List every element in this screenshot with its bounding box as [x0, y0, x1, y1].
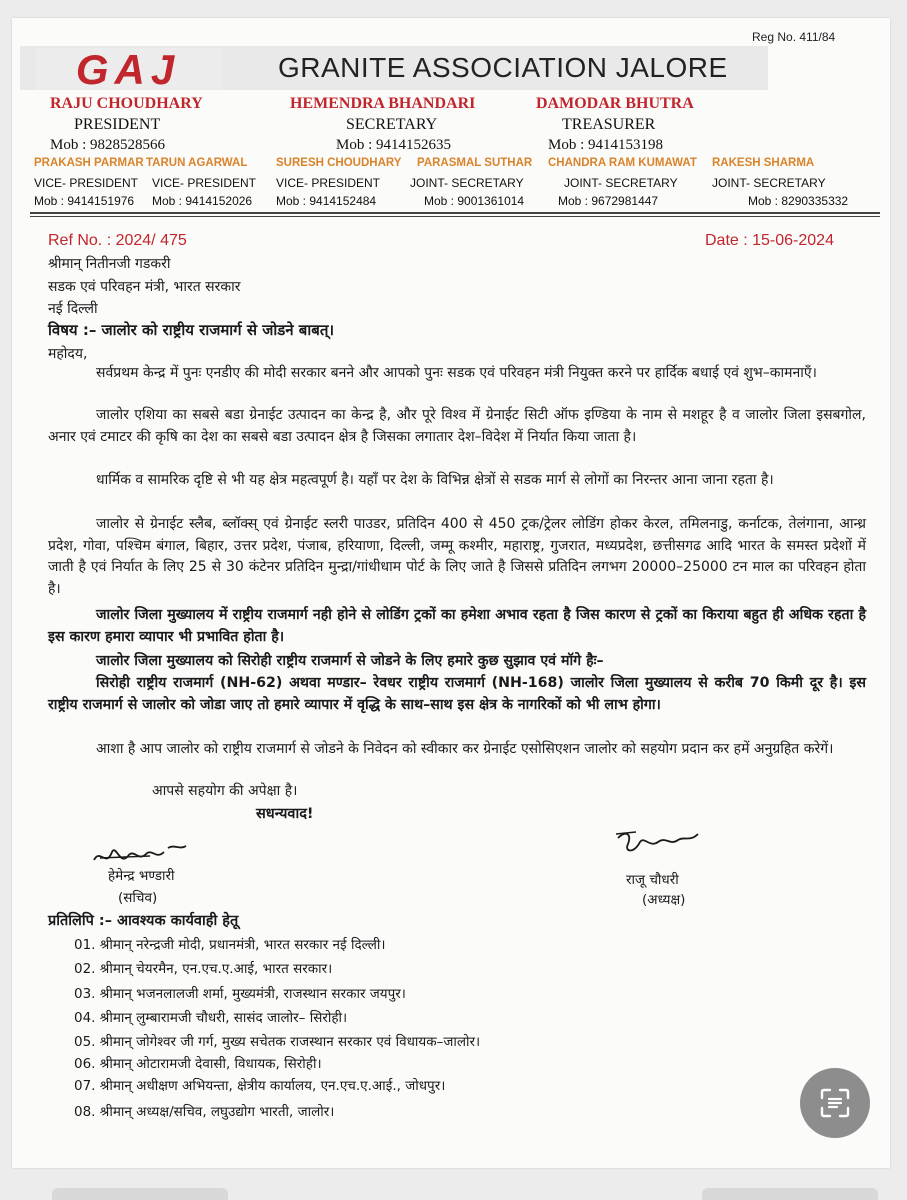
treasurer-name: DAMODAR BHUTRA: [536, 95, 694, 112]
letter-date: Date : 15-06-2024: [705, 232, 834, 249]
body-paragraph: जालोर एशिया का सबसे बडा ग्रेनाईट उत्पादन का केन्द्र है, और पूरे विश्व में ग्रेनाईट सिटी ऑफ इण्डिया के नाम से मशहूर है व जालोर जिला इसबगोल, अनार एवं टमाटर की कृषि का देश का सबसे बडा उत्पादन क्षेत्र है जिसका लगातार देश–विदेश में निर्यात किया जाता है।: [48, 407, 866, 445]
letterhead-divider: [30, 212, 880, 214]
member-role: VICE- PRESIDENT: [152, 176, 257, 190]
body-paragraph: आशा है आप जालोर को राष्ट्रीय राजमार्ग से जोडने के निवेदन को स्वीकार कर ग्रेनाईट एसोसिएशन जालोर को सहयोग प्रदान कर हमें अनुग्रहित करेगें।: [96, 741, 834, 757]
cc-item: 03. श्रीमान् भजनलालजी शर्मा, मुख्यमंत्री, राजस्थान सरकार जयपुर।: [74, 986, 406, 1002]
svg-text:GAJ: GAJ: [75, 48, 181, 90]
bottom-tab-hint: [702, 1188, 878, 1200]
scan-text-icon: [800, 1068, 870, 1138]
member-name: SURESH CHOUDHARY: [276, 157, 402, 169]
member-name: CHANDRA RAM KUMAWAT: [548, 157, 697, 169]
president-mobile: Mob : 9828528566: [50, 137, 166, 153]
cc-item: 01. श्रीमान् नरेन्द्रजी मोदी, प्रधानमंत्री, भारत सरकार नई दिल्ली।: [74, 937, 386, 953]
president-sign-title: (अध्यक्ष): [642, 892, 686, 908]
member-name: TARUN AGARWAL: [146, 157, 248, 169]
secretary-name: HEMENDRA BHANDARI: [290, 95, 476, 112]
body-paragraph: जालोर से ग्रेनाईट स्लैब, ब्लॉक्स् एवं ग्रेनाईट स्लरी पाउडर, प्रतिदिन 400 से 450 ट्रक/ट्रेलर लोडिंग होकर केरल, तमिलनाडु, कर्नाटक, तेलंगाना, आन्ध्र प्रदेश, गोवा, पश्चिम बंगाल, बिहार, उत्तर प्रदेश, पंजाब, हरियाणा, दिल्ली, जम्मू कश्मीर, महाराष्ट्र, गुजरात, मध्यप्रदेश, छत्तीसगढ आदि भारत के समस्त प्रदेशों में जाती है एवं निर्यात के लिए 25 से 30 कंटेनर प्रतिदिन मुन्द्रा/गांधीधाम पोर्ट के लिए जाते है जिससे प्रतिदिन लगभग 20000–25000 टन माल का परिवहन होता है।: [48, 516, 866, 597]
member-role: JOINT- SECRETARY: [410, 176, 524, 190]
secretary-sign-name: हेमेन्द्र भण्डारी: [108, 868, 175, 884]
member-mobile: Mob : 9414151976: [34, 194, 135, 208]
organization-name: GRANITE ASSOCIATION JALORE: [278, 52, 728, 83]
member-name: RAKESH SHARMA: [712, 157, 815, 169]
registration-number: Reg No. 411/84: [752, 30, 836, 44]
secretary-title: SECRETARY: [346, 116, 438, 133]
treasurer-title: TREASURER: [562, 116, 656, 133]
gaj-logo: [36, 48, 221, 90]
subject-line: विषय :– जालोर को राष्ट्रीय राजमार्ग से जोडने बाबत्।: [48, 321, 335, 339]
member-role: VICE- PRESIDENT: [34, 176, 139, 190]
scan-text-button[interactable]: [800, 1068, 870, 1138]
bottom-tab-hint: [52, 1188, 228, 1200]
closing: सधन्यवाद!: [256, 806, 314, 822]
body-paragraph: धार्मिक व सामरिक दृष्टि से भी यह क्षेत्र महत्वपूर्ण है। यहाँ पर देश के विभिन्न क्षेत्रों से सडक मार्ग से लोगों का निरन्तर आना जाना रहता है।: [96, 472, 774, 488]
secretary-mobile: Mob : 9414152635: [336, 137, 452, 153]
body-paragraph: सर्वप्रथम केन्द्र में पुनः एनडीए की मोदी सरकार बनने और आपको पुनः सडक एवं परिवहन मंत्री नियुक्त करने पर हार्दिक बधाई एवं शुभ–कामनाएँ।: [96, 365, 817, 381]
cc-item: 02. श्रीमान् चेयरमैन, एन.एच.ए.आई, भारत सरकार।: [74, 961, 333, 977]
member-role: JOINT- SECRETARY: [712, 176, 826, 190]
addressee-line: नई दिल्ली: [48, 301, 98, 317]
president-signature: [610, 822, 710, 862]
cc-item: 04. श्रीमान् लुम्बारामजी चौधरी, सासंद जालोर– सिरोही।: [74, 1010, 348, 1026]
addressee-line: सडक एवं परिवहन मंत्री, भारत सरकार: [48, 279, 241, 295]
reference-number: Ref No. : 2024/ 475: [48, 232, 187, 249]
addressee-line: श्रीमान् नितीनजी गडकरी: [48, 256, 171, 272]
treasurer-mobile: Mob : 9414153198: [548, 137, 664, 153]
cc-item: 05. श्रीमान् जोगेश्वर जी गर्ग, मुख्य सचेतक राजस्थान सरकार एवं विधायक–जालोर।: [74, 1034, 481, 1050]
body-paragraph-emphasis: सिरोही राष्ट्रीय राजमार्ग (NH-62) अथवा मण्डार– रेवधर राष्ट्रीय राजमार्ग (NH-168) जालोर जिला मुख्यालय से करीब 70 किमी दूर है। इस राष्ट्रीय राजमार्ग से जालोर को जोडा जाए तो हमारे व्यापार में वृद्धि के साथ–साथ इस क्षेत्र के नागरिकों को भी लाभ होगा।: [48, 675, 866, 713]
member-mobile: Mob : 9414152484: [276, 194, 377, 208]
member-role: VICE- PRESIDENT: [276, 176, 381, 190]
member-name: PRAKASH PARMAR: [34, 157, 144, 169]
president-title: PRESIDENT: [74, 116, 161, 133]
member-mobile: Mob : 9001361014: [424, 194, 525, 208]
member-mobile: Mob : 9414152026: [152, 194, 253, 208]
member-role: JOINT- SECRETARY: [564, 176, 678, 190]
member-mobile: Mob : 9672981447: [558, 194, 659, 208]
body-paragraph-emphasis: जालोर जिला मुख्यालय को सिरोही राष्ट्रीय राजमार्ग से जोडने के लिए हमारे कुछ सुझाव एवं मॉगे हैः–: [96, 653, 604, 669]
body-paragraph: आपसे सहयोग की अपेक्षा है।: [152, 783, 298, 799]
cc-item: 06. श्रीमान् ओटारामजी देवासी, विधायक, सिरोही।: [74, 1056, 322, 1072]
member-name: PARASMAL SUTHAR: [417, 157, 533, 169]
cc-heading: प्रतिलिपि :– आवश्यक कार्यवाही हेतू: [48, 913, 239, 929]
secretary-sign-title: (सचिव): [118, 890, 158, 906]
salutation: महोदय,: [48, 346, 88, 362]
cc-item: 08. श्रीमान् अध्यक्ष/सचिव, लघुउद्योग भारती, जालोर।: [74, 1104, 335, 1120]
president-sign-name: राजू चौधरी: [626, 872, 679, 888]
member-mobile: Mob : 8290335332: [748, 194, 849, 208]
letterhead-divider-thin: [30, 216, 880, 217]
body-paragraph-emphasis: जालोर जिला मुख्यालय में राष्ट्रीय राजमार्ग नही होने से लोडिंग ट्रकों का हमेशा अभाव रहता है जिस कारण से ट्रकों का किराया बहुत ही अधिक रहता है इस कारण हमारा व्यापार भी प्रभावित होता है।: [48, 607, 866, 645]
president-name: RAJU CHOUDHARY: [50, 95, 203, 112]
cc-item: 07. श्रीमान् अधीक्षण अभियन्ता, क्षेत्रीय कार्यालय, एन.एच.ए.आई., जोधपुर।: [74, 1078, 446, 1094]
